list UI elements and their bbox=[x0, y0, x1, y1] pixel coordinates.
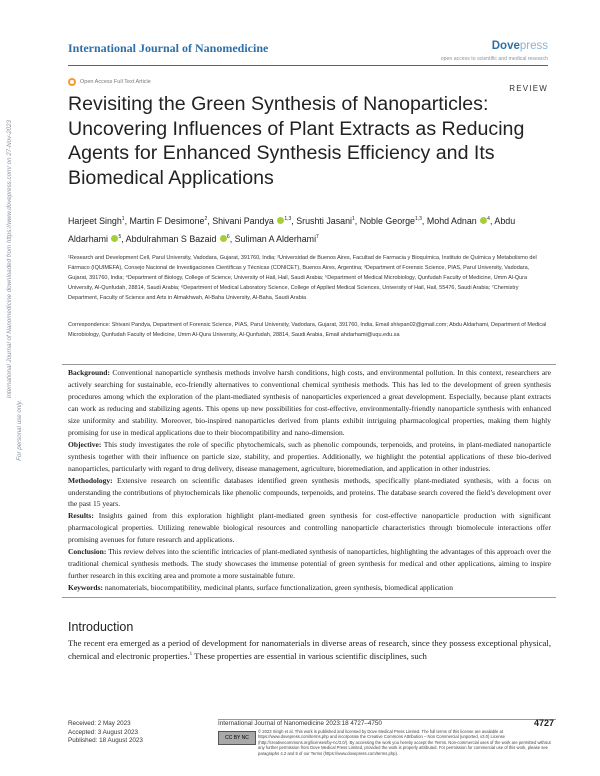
publisher-tagline: open access to scientific and medical research bbox=[440, 56, 548, 62]
abstract bbox=[68, 367, 551, 594]
article-title: Revisiting the Green Synthesis of Nanoparticles: Uncovering Influences of Plant Extracts as Reducing Agents for Enhanced Synthesis Efficiency and Its Biomedical Applications bbox=[68, 93, 525, 189]
publisher-light: press bbox=[519, 40, 548, 52]
abstract-conclusion: Conclusion: This review delves into the scientific intricacies of plant-mediated synthesis of nanoparticles, highlighting the advantages of this approach over the traditional chemical synthesis methods. The study showcases the immense potential of green synthesis for medical and other applications, aiming to inspire further research in this exciting area and promote a more sustainable future. bbox=[68, 547, 551, 581]
author-name[interactable]: Noble George bbox=[359, 215, 415, 226]
author-name[interactable]: Suliman A Alderhami bbox=[234, 233, 317, 244]
abstract-top-rule bbox=[62, 364, 556, 365]
open-access-text: Open Access Full Text Article bbox=[80, 79, 151, 85]
author-affiliation-ref: 5 bbox=[118, 233, 122, 240]
author-affiliation-ref: 1 bbox=[351, 216, 355, 222]
published-date: Published: 18 August 2023 bbox=[68, 737, 143, 744]
watermark-line-2: For personal use only. bbox=[16, 400, 23, 461]
author-affiliation-ref: 1 bbox=[121, 216, 125, 222]
author-name[interactable]: Shivani Pandya bbox=[212, 215, 274, 226]
author-name[interactable]: Harjeet Singh bbox=[68, 215, 122, 226]
author-name[interactable]: Abdu Aldarhami bbox=[68, 215, 516, 244]
author-affiliation-ref: 1,3 bbox=[284, 216, 292, 222]
header-divider bbox=[68, 65, 548, 66]
publisher-bold: Dove bbox=[491, 40, 520, 52]
watermark-line-1: International Journal of Nanomedicine downloaded from https://www.dovepress.com/ on 27-Nov-2023 bbox=[6, 120, 13, 399]
journal-name[interactable]: International Journal of Nanomedicine bbox=[68, 41, 269, 55]
citation-link[interactable]: 1 bbox=[189, 652, 193, 658]
author-name[interactable]: Martin F Desimone bbox=[129, 215, 205, 226]
author-affiliation-ref: 1,3 bbox=[414, 216, 422, 222]
affiliations: ¹Research and Development Cell, Parul University, Vadodara, Gujarat, 391760, India; ²Universidad de Buenos Aires, Facultad de Farmacia y Bioquímica, Instituto de Química y Metabolismo del Fármaco (IQUIMEFA), Consejo Nacional de Investigaciones Científicas y Técnicas (CONICET), Buenos Aires, Argentina; ³Department of Forensic Science, PIAS, Parul University, Vadodara, Gujarat, 391760, India; ⁴Department of Biology, College of Science, University of Hail, Hail, Saudi Arabia; ⁵Department of Medical Microbiology, Qunfudah Faculty of Medicine, Umm Al-Qura University, Al-Qunfudah, 28814, Saudi Arabia; ⁶Department of Medical Laboratory Science, College of Applied Medical Sciences, University of Hail, Hail, 55476, Saudi Arabia; ⁷Chemistry Department, Faculty of Science and Arts in Almakhwah, Al-Baha University, Al-Baha, Saudi Arabia bbox=[68, 255, 537, 302]
author-name[interactable]: Srushti Jasani bbox=[296, 215, 352, 226]
cc-license-badge[interactable]: CC BY NC bbox=[218, 731, 256, 745]
author-list: Harjeet Singh$^1$, Martin F Desimone$^2$, Shivani Pandya $^{1,3}$, Srushti Jasani$^1$, Noble George$^{1,3}$, Mohd Adnan $^4$, Abdu Aldarhami $^5$, Abdulrahman S Bazaid $^6$, Suliman A Alderhami$^7$ bbox=[68, 215, 516, 244]
accepted-date: Accepted: 3 August 2023 bbox=[68, 728, 139, 736]
abstract-methodology: Methodology: Extensive research on scientific databases identified green synthesis methods, specifically plant-mediated synthesis, with a focus on understanding the contributions of phytochemicals like phenolic compounds, terpenoids, and proteins. The database search covered the field’s development over the past 15 years. bbox=[68, 475, 551, 509]
abstract-background: Background: Conventional nanoparticle synthesis methods involve harsh conditions, high costs, and environmental pollution. In this context, researchers are actively searching for sustainable, eco-friendly alternatives to conventional chemical synthesis methods. This has led to the development of green synthesis procedures among which the exploration of the plant-mediated synthesis of nanoparticles experienced a great development. Especially, because plant extracts can work as reducing and stabilizing agents. This opens up new possibilities for cost-effective, environmentally-friendly nanoparticle synthesis with enhanced size uniformity and stability. Moreover, bio-inspired nanoparticles derived from plants exhibit intriguing pharmacological properties, making them highly promising for use in medical applications due to their biocompatibility and nano-dimension. bbox=[68, 368, 551, 437]
author-name[interactable]: Abdulrahman S Bazaid bbox=[125, 233, 217, 244]
license-text: © 2023 Singh et al. This work is published and licensed by Dove Medical Press Limited. The full terms of this license are available at https://www.dovepress.com/terms.php and incorporate the Creative Commons Attribution – Non Commercial (unported, v3.0) License (http://creativecommons.org/licenses/by-nc/3.0/). By accessing the work you hereby accept the Terms. Non-commercial uses of the work are permitted without any further permission from Dove Medical Press Limited, provided the work is properly attributed. For permission for commercial use of this work, please see paragraphs 4.2 and 5 of our Terms (https://www.dovepress.com/terms.php). bbox=[258, 729, 551, 756]
page-number: 4727 bbox=[533, 718, 554, 728]
article-dates bbox=[68, 720, 143, 746]
orcid-icon[interactable] bbox=[220, 235, 227, 242]
open-access-icon bbox=[68, 78, 76, 86]
article-type: REVIEW bbox=[509, 84, 548, 93]
journal-citation: International Journal of Nanomedicine 2023:18 4727–4750 bbox=[218, 720, 382, 727]
author-affiliation-ref: 2 bbox=[204, 216, 208, 222]
abstract-results: Results: Insights gained from this exploration highlight plant-mediated green synthesis for cost-effective nanoparticle production with significant pharmacological properties. Utilizing renewable biological resources and controlling nanoparticle characteristics through biomolecule interactions offer promising avenues for future research and applications. bbox=[68, 511, 552, 545]
author-affiliation-ref: 7 bbox=[316, 233, 319, 240]
abstract-bottom-rule bbox=[62, 597, 556, 598]
introduction-heading: Introduction bbox=[68, 620, 134, 634]
author-affiliation-ref: 4 bbox=[487, 216, 490, 222]
author-name[interactable]: Mohd Adnan bbox=[426, 215, 477, 226]
abstract-objective: Objective: This study investigates the role of specific phytochemicals, such as phenolic compounds, terpenoids, and proteins, in plant-mediated nanoparticle synthesis together with their influence on particle size, stability, and properties. Additionally, we highlight the potential applications of these bio-derived nanoparticles, particularly with regard to drug delivery, disease management, agriculture, bioremediation, and application in other industries. bbox=[68, 439, 551, 473]
open-access-label bbox=[68, 78, 151, 86]
introduction-paragraph: The recent era emerged as a period of development for nanomaterials in diverse areas of research, since they possess exceptional physical, chemical and electronic properties.$^1$ These properties are essential in various scientific disciplines, such bbox=[68, 638, 551, 662]
author-affiliation-ref: 6 bbox=[226, 233, 230, 240]
correspondence: Correspondence: Shivani Pandya, Department of Forensic Science, PIAS, Parul University, Vadodara, Gujarat, 391760, India, Email shivpan02@gmail.com; Abdu Aldarhami, Department of Medical Microbiology, Qunfudah Faculty of Medicine, Umm Al-Qura University, Al-Qunfudah, 28814, Saudi Arabia, Email ahdarhami@uqu.edu.sa bbox=[68, 322, 547, 339]
received-date: Received: 2 May 2023 bbox=[68, 720, 131, 727]
publisher-logo[interactable] bbox=[492, 40, 548, 52]
abstract-keywords: Keywords: nanomaterials, biocompatibility, medicinal plants, surface functionalization, green synthesis, biomedical application bbox=[68, 583, 454, 593]
download-watermark bbox=[2, 120, 42, 580]
